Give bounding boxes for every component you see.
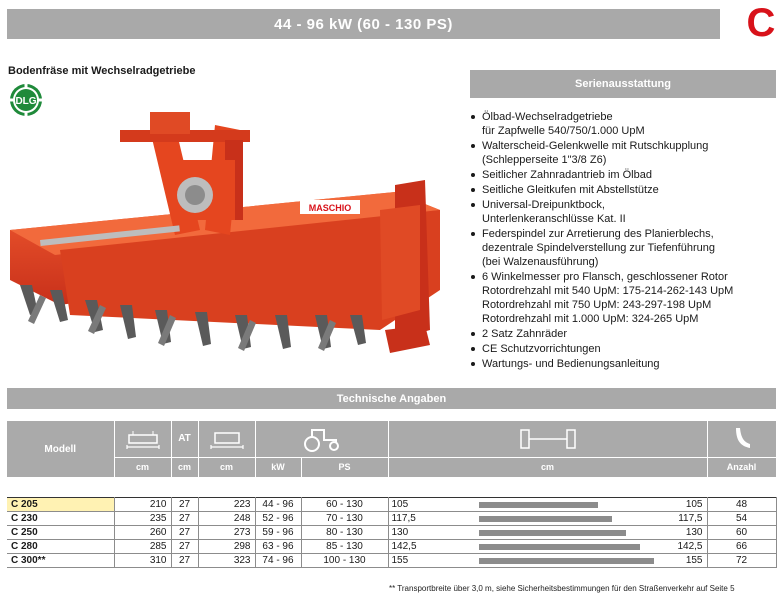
at-cell: 27: [171, 497, 198, 511]
at-cell: 27: [171, 525, 198, 539]
list-item-line: Federspindel zur Arretierung des Planierblechs,: [482, 228, 714, 240]
table-row: [7, 539, 776, 553]
at-cell: 27: [171, 553, 198, 567]
transport-width-value-right: 142,5: [677, 540, 703, 552]
work-width-cell: 260: [114, 525, 171, 539]
model-cell: C 300**: [7, 553, 114, 567]
model-cell: C 280: [7, 539, 114, 553]
blade-count-cell: 60: [707, 525, 776, 539]
total-width-cell: 323: [198, 553, 255, 567]
equipment-header: [470, 70, 776, 98]
unit-label: cm: [198, 457, 255, 477]
kw-cell: 63 - 96: [255, 539, 301, 553]
column-header-model: Modell: [7, 421, 114, 477]
spec-table: [7, 421, 777, 568]
transport-width-value: 130: [391, 526, 409, 538]
spec-table-body: [7, 477, 776, 567]
list-item-line: Universal-Dreipunktbock,: [482, 199, 605, 211]
list-item-line: für Zapfwelle 540/750/1.000 UpM: [482, 125, 645, 137]
unit-label: cm: [114, 457, 171, 477]
transport-width-value: 155: [391, 554, 409, 566]
ps-cell: 70 - 130: [301, 511, 388, 525]
blade-count-cell: 72: [707, 553, 776, 567]
transport-width-value: 117,5: [391, 512, 416, 524]
total-width-cell: 248: [198, 511, 255, 525]
transport-width-value-right: 155: [685, 554, 703, 566]
list-item-line: Wartungs- und Bedienungsanleitung: [482, 358, 660, 370]
ps-cell: 100 - 130: [301, 553, 388, 567]
transport-width-value: 105: [391, 498, 409, 510]
list-item: [468, 198, 780, 226]
total-width-icon: [198, 421, 255, 457]
list-item-line: CE Schutzvorrichtungen: [482, 343, 601, 355]
table-row: [7, 553, 776, 567]
transport-width-value-right: 105: [685, 498, 703, 510]
table-row: [7, 511, 776, 525]
list-item: [468, 327, 780, 341]
list-item: [468, 342, 780, 356]
list-item-line: (Schlepperseite 1"3/8 Z6): [482, 154, 607, 166]
transport-width-value-right: 130: [685, 526, 703, 538]
total-width-cell: 298: [198, 539, 255, 553]
machine-brand-label: MASCHIO: [308, 203, 352, 213]
list-item-line: Ölbad-Wechselradgetriebe: [482, 111, 613, 123]
transport-width-value: 142,5: [391, 540, 417, 552]
model-cell: C 250: [7, 525, 114, 539]
transport-width-bar: [479, 502, 598, 508]
power-range-banner: [7, 9, 720, 39]
series-letter: C: [746, 1, 776, 45]
column-header-at: AT: [171, 421, 198, 457]
list-item: [468, 110, 780, 138]
total-width-cell: 273: [198, 525, 255, 539]
list-item-line: Rotordrehzahl mit 540 UpM: 175-214-262-143 UpM: [482, 285, 734, 297]
technical-header: [7, 388, 776, 409]
blade-count-cell: 66: [707, 539, 776, 553]
blade-count-cell: 54: [707, 511, 776, 525]
at-cell: 27: [171, 539, 198, 553]
power-range-text: 44 - 96 kW (60 - 130 PS): [274, 15, 453, 33]
ps-cell: 85 - 130: [301, 539, 388, 553]
unit-label: cm: [171, 457, 198, 477]
list-item: [468, 270, 780, 326]
transport-width-bar: [479, 544, 640, 550]
ps-cell: 60 - 130: [301, 497, 388, 511]
list-item-line: Unterlenkeranschlüsse Kat. II: [482, 213, 626, 225]
table-row: [7, 497, 776, 511]
work-width-cell: 235: [114, 511, 171, 525]
footnote: ** Transportbreite über 3,0 m, siehe Sicherheitsbestimmungen für den Straßenverkehr auf Seite 5: [389, 584, 735, 593]
list-item: [468, 227, 780, 269]
transport-width-bar: [479, 530, 626, 536]
list-item-line: Walterscheid-Gelenkwelle mit Rutschkupplung: [482, 140, 709, 152]
list-item-line: Rotordrehzahl mit 1.000 UpM: 324-265 UpM: [482, 313, 699, 325]
list-item-line: (bei Walzenausführung): [482, 256, 599, 268]
ps-cell: 80 - 130: [301, 525, 388, 539]
transport-width-value-right: 117,5: [678, 512, 703, 524]
technical-title: Technische Angaben: [336, 392, 447, 405]
list-item: [468, 357, 780, 371]
list-item: [468, 183, 780, 197]
list-item: [468, 168, 780, 182]
unit-label: cm: [388, 457, 707, 477]
rotary-tiller-illustration: [0, 100, 450, 382]
list-item-line: dezentrale Spindelverstellung zur Tiefenführung: [482, 242, 715, 254]
svg-text:DLG: DLG: [15, 96, 37, 107]
total-width-cell: 223: [198, 497, 255, 511]
list-item-line: Seitliche Gleitkufen mit Abstellstütze: [482, 184, 659, 196]
transport-width-cell: [388, 511, 707, 525]
unit-label: kW: [255, 457, 301, 477]
equipment-list: [468, 110, 780, 372]
list-item-line: 2 Satz Zahnräder: [482, 328, 567, 340]
list-item-line: 6 Winkelmesser pro Flansch, geschlossener Rotor: [482, 271, 728, 283]
list-item-line: Seitlicher Zahnradantrieb im Ölbad: [482, 169, 652, 181]
model-cell: C 230: [7, 511, 114, 525]
work-width-cell: 285: [114, 539, 171, 553]
transport-width-cell: [388, 525, 707, 539]
transport-width-icon: [388, 421, 707, 457]
kw-cell: 52 - 96: [255, 511, 301, 525]
kw-cell: 74 - 96: [255, 553, 301, 567]
blade-icon: [707, 421, 776, 457]
product-title: Bodenfräse mit Wechselradgetriebe: [8, 65, 196, 77]
kw-cell: 59 - 96: [255, 525, 301, 539]
kw-cell: 44 - 96: [255, 497, 301, 511]
work-width-cell: 310: [114, 553, 171, 567]
transport-width-cell: [388, 497, 707, 511]
transport-width-cell: [388, 539, 707, 553]
tractor-icon: [255, 421, 388, 457]
unit-label: Anzahl: [707, 457, 776, 477]
blade-count-cell: 48: [707, 497, 776, 511]
at-cell: 27: [171, 511, 198, 525]
transport-width-cell: [388, 553, 707, 567]
list-item-line: Rotordrehzahl mit 750 UpM: 243-297-198 UpM: [482, 299, 712, 311]
transport-width-bar: [479, 516, 612, 522]
work-width-icon: [114, 421, 171, 457]
table-row: [7, 525, 776, 539]
transport-width-bar: [479, 558, 654, 564]
model-cell: C 205: [7, 497, 114, 511]
work-width-cell: 210: [114, 497, 171, 511]
unit-label: PS: [301, 457, 388, 477]
equipment-title: Serienausstattung: [575, 78, 671, 90]
list-item: [468, 139, 780, 167]
